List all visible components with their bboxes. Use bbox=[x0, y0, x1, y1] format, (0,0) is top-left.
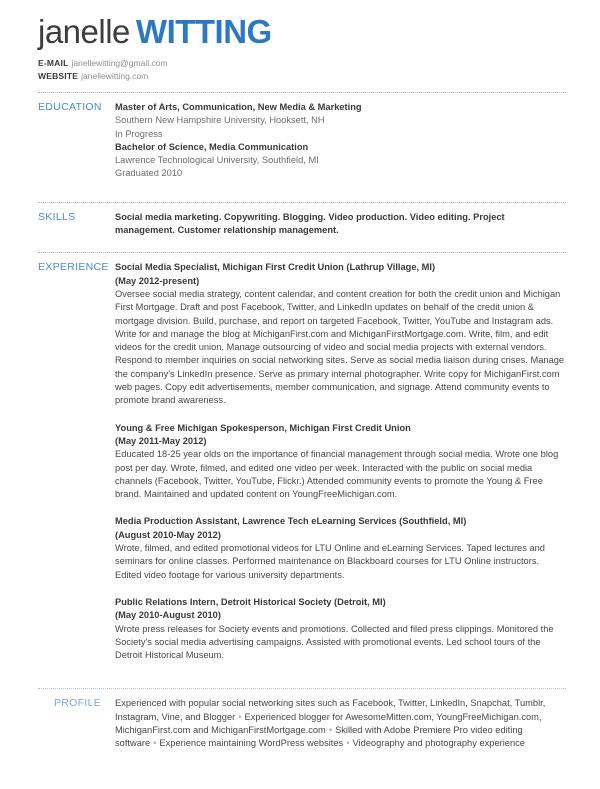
skills-content bbox=[115, 203, 566, 238]
section-experience bbox=[38, 252, 566, 688]
job-title: Young & Free Michigan Spokesperson, Michigan First Credit Union bbox=[115, 422, 411, 433]
job-dates: (May 2010-August 2010) bbox=[115, 610, 221, 621]
degree-status: In Progress bbox=[115, 128, 163, 139]
website-value: janellewitting.com bbox=[81, 70, 149, 81]
bullet-separator: • bbox=[328, 724, 333, 735]
email-row bbox=[38, 57, 566, 70]
job-title: Public Relations Intern, Detroit Historical Society (Detroit, MI) bbox=[115, 596, 386, 607]
profile-content bbox=[115, 689, 566, 750]
degree-title: Bachelor of Science, Media Communication bbox=[115, 141, 309, 152]
bullet-separator: • bbox=[346, 738, 350, 749]
job-dates: (August 2010-May 2012) bbox=[115, 529, 221, 540]
job-description: Oversee social media strategy, content calendar, and content creation for both the credit union and Michigan First Mortgage. Draft and post Facebook, Twitter, and LinkedIn updates on behalf of the credit union & mortgage division. Build, purchase, and report on targeted Facebook, Twitter, YouTube and Instagram ads. Write for and manage the blog at MichiganFirst.com and MichiganFirstMortgage.com. Write, film, and edit videos for the credit union. Manage outsourcing of video and social media projects with external vendors. Respond to member inquiries on social networking sites. Serve as social media liaison during crises. Manage the company's LinkedIn presence. Serve as primary internal photographer. Write copy for MichiganFirst.com web pages. Copy edit advertisements, member communication, and signage. Attend community events to promote brand awareness. bbox=[115, 288, 565, 406]
contact-block bbox=[38, 57, 566, 82]
profile-item: Skilled with Adobe Premiere Pro video editing software bbox=[115, 724, 523, 749]
bullet-separator: • bbox=[153, 738, 157, 749]
last-name: WITTING bbox=[135, 13, 272, 50]
job-dates: (May 2012-present) bbox=[115, 275, 200, 286]
page-title bbox=[38, 13, 566, 51]
first-name: janelle bbox=[38, 13, 130, 50]
website-row bbox=[38, 70, 566, 83]
profile-item: Experience maintaining WordPress websites bbox=[159, 738, 344, 749]
job-description: Educated 18-25 year olds on the importance of financial management through social media. Wrote one blog post per day. Wrote, filmed, and edited one video per week. Interacted with the public on social media channels (Facebook, Twitter, YouTube, Flickr.) Attended community events to promote the Young & Free brand. Maintained and updated content on YoungFreeMichigan.com. bbox=[115, 449, 559, 500]
experience-content bbox=[115, 253, 566, 662]
job-entry bbox=[115, 515, 566, 581]
website-label: WEBSITE bbox=[38, 70, 79, 81]
education-content bbox=[115, 93, 566, 181]
job-entry bbox=[115, 596, 566, 662]
job-title: Social Media Specialist, Michigan First Credit Union (Lathrup Village, MI) bbox=[115, 262, 436, 273]
skills-label: SKILLS bbox=[38, 210, 76, 223]
resume-header bbox=[38, 0, 566, 92]
profile-item: Videography and photography experience bbox=[352, 738, 525, 749]
email-label: E-MAIL bbox=[38, 58, 69, 68]
job-description: Wrote, filmed, and edited promotional videos for LTU Online and eLearning Services. Taped lectures and seminars for online classes. Performed maintenance on Blackboard courses for LTU Online instructors. Edited video footage for various university departments. bbox=[115, 543, 545, 580]
degree-entry bbox=[115, 141, 566, 181]
profile-label: PROFILE bbox=[54, 697, 102, 710]
bullet-separator: • bbox=[238, 711, 242, 722]
experience-label: EXPERIENCE bbox=[38, 261, 109, 274]
degree-school: Lawrence Technological University, Southfield, MI bbox=[115, 155, 319, 166]
education-label: EDUCATION bbox=[38, 101, 102, 113]
degree-title: Master of Arts, Communication, New Media & Marketing bbox=[115, 102, 362, 112]
section-skills bbox=[38, 202, 566, 253]
skills-text: Social media marketing. Copywriting. Blogging. Video production. Video editing. Project management. Customer relationship management. bbox=[115, 211, 505, 236]
section-profile bbox=[38, 688, 566, 768]
job-description: Wrote press releases for Society events and promotions. Collected and filed press clippings. Monitored the Society's social media advertising campaigns. Assisted with promotional events. Led school tours of the Detroit Historical Museum. bbox=[115, 623, 554, 661]
section-education bbox=[38, 92, 566, 202]
degree-entry bbox=[115, 101, 566, 141]
degree-school: Southern New Hampshire University, Hooksett, NH bbox=[115, 115, 325, 126]
job-dates: (May 2011-May 2012) bbox=[115, 435, 207, 446]
profile-text bbox=[115, 697, 566, 750]
job-title: Media Production Assistant, Lawrence Tech eLearning Services (Southfield, MI) bbox=[115, 516, 467, 527]
profile-item: Experienced with popular social networking sites such as Facebook, Twitter, LinkedIn, Snapchat, Tumblr, Instagram, Vine, and Blogger bbox=[115, 698, 546, 722]
degree-status: Graduated 2010 bbox=[115, 168, 183, 179]
job-entry bbox=[115, 261, 566, 407]
profile-item: Experienced blogger for AwesomeMitten.com, YoungFreeMichigan.com, MichiganFirst.com and MichiganFirstMortgage.com bbox=[115, 711, 542, 735]
email-value: janellewitting@gmail.com bbox=[71, 58, 168, 68]
job-entry bbox=[115, 422, 566, 502]
